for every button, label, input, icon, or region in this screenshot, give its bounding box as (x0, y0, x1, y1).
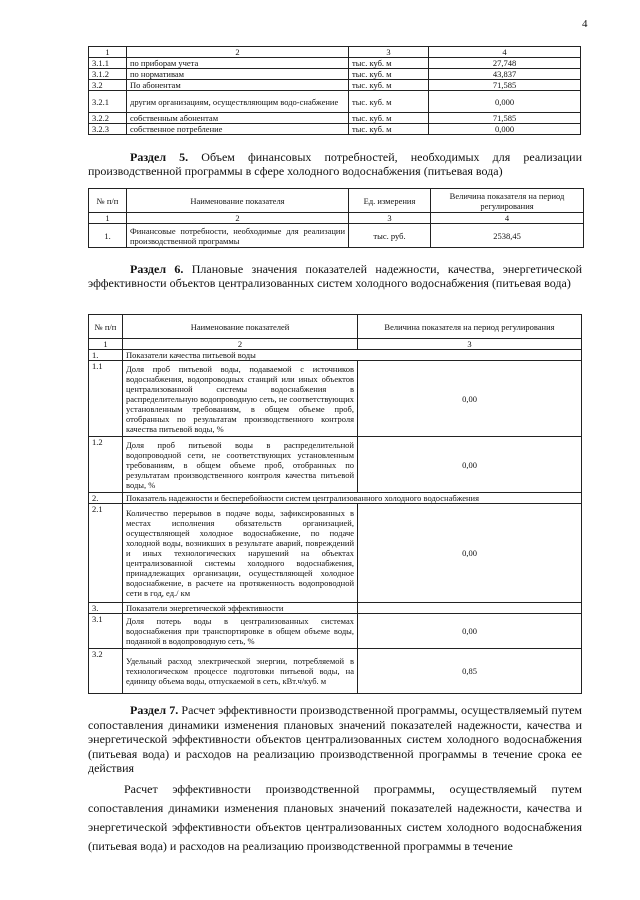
table-row (89, 80, 581, 91)
section-7-paragraph: Расчет эффективности производственной программы, осуществляемый путем сопоставления динамики изменения плановых значений показателей надежности, качества и энергетической эффективности объектов централизованных систем холодного водоснабжения (питьевая вода) и расходов на реализацию производственной программы в течение (88, 782, 582, 853)
row-value: 0,00 (358, 437, 582, 493)
row-number: 3.2.3 (89, 124, 127, 135)
header-cell: 2 (127, 47, 349, 58)
row-number: 3. (89, 603, 123, 614)
row-unit: тыс. куб. м (349, 91, 429, 113)
table-row (89, 614, 582, 649)
row-number: 1.1 (89, 361, 123, 437)
row-name: По абонентам (127, 80, 349, 91)
row-value: 0,000 (429, 91, 581, 113)
row-value: 27,748 (429, 58, 581, 69)
row-name: другим организациям, осуществляющим водо-снабжение (127, 91, 349, 113)
header-cell: № п/п (89, 189, 127, 213)
table-row (89, 58, 581, 69)
header-cell: 2 (123, 339, 358, 350)
row-value: 0,00 (358, 504, 582, 603)
row-number: 1. (89, 224, 127, 248)
header-cell: 2 (127, 213, 349, 224)
table-row (89, 504, 582, 603)
table-group-row (89, 493, 582, 504)
row-value: 2538,45 (431, 224, 584, 248)
section-6-title: Плановые значения показателей надежности, качества, энергетической эффективности объектов централизованных систем холодного водоснабжения (питьевая вода) (88, 262, 582, 290)
row-number: 3.2.1 (89, 91, 127, 113)
table-row (89, 361, 582, 437)
header-cell: № п/п (89, 315, 123, 339)
financial-needs-table (88, 188, 584, 248)
row-value: 0,00 (358, 361, 582, 437)
header-cell: 3 (349, 47, 429, 58)
header-cell: Наименование показателя (127, 189, 349, 213)
row-value: 71,585 (429, 80, 581, 91)
row-name: Количество перерывов в подаче воды, зафиксированных в местах исполнения обязательств организацией, осуществляющей холодное водоснабжение, по подаче холодной воды, возникших в результате аварий, повреждений и иных технологических нарушений на объектах централизованной системы холодного водоснабжения, принадлежащих организации, осуществляющей холодное водоснабжение, в расчете на протяженность водопроводной сети в год, ед./ км (123, 504, 358, 603)
table-row (89, 649, 582, 694)
empty-cell (358, 603, 582, 614)
table-row (89, 69, 581, 80)
section-5-title: Объем финансовых потребностей, необходимых для реализации производственной программы в сфере холодного водоснабжения (питьевая вода) (88, 150, 582, 178)
row-name: по приборам учета (127, 58, 349, 69)
table-row (89, 224, 584, 248)
row-value: 71,585 (429, 113, 581, 124)
row-name: собственное потребление (127, 124, 349, 135)
table-number-row (89, 213, 584, 224)
header-cell: Величина показателя на период регулирования (358, 315, 582, 339)
row-number: 1.2 (89, 437, 123, 493)
table-header-row (89, 47, 581, 58)
group-name: Показатели энергетической эффективности (123, 603, 358, 614)
row-name: Доля потерь воды в централизованных системах водоснабжения при транспортировке в общем объеме воды, поданной в водопроводную сеть, % (123, 614, 358, 649)
section-7-heading (88, 703, 582, 776)
row-number: 2. (89, 493, 123, 504)
row-unit: тыс. куб. м (349, 80, 429, 91)
header-cell: 4 (431, 213, 584, 224)
row-unit: тыс. руб. (349, 224, 431, 248)
row-number: 2.1 (89, 504, 123, 603)
table-group-row (89, 603, 582, 614)
header-cell: 3 (358, 339, 582, 350)
row-unit: тыс. куб. м (349, 69, 429, 80)
header-cell: 1 (89, 47, 127, 58)
group-name: Показатели качества питьевой воды (123, 350, 582, 361)
page-number: 4 (582, 18, 588, 30)
section-5-heading (88, 150, 582, 178)
row-number: 3.1.2 (89, 69, 127, 80)
section-6-heading (88, 262, 582, 290)
table-row (89, 124, 581, 135)
table-group-row (89, 350, 582, 361)
section-5-label: Раздел 5. (130, 150, 189, 164)
section-7-label: Раздел 7. (130, 703, 179, 717)
row-name: собственным абонентам (127, 113, 349, 124)
volume-table (88, 46, 581, 135)
table-row (89, 91, 581, 113)
row-value: 0,85 (358, 649, 582, 694)
table-header-row (89, 315, 582, 339)
group-name: Показатель надежности и бесперебойности систем централизованного холодного водоснабжения (123, 493, 582, 504)
header-cell: 1 (89, 213, 127, 224)
section-6-label: Раздел 6. (130, 262, 184, 276)
row-number: 3.1.1 (89, 58, 127, 69)
section-7-title: Расчет эффективности производственной программы, осуществляемый путем сопоставления динамики изменения плановых значений показателей надежности, качества и энергетической эффективности объектов централизованных систем холодного водоснабжения (питьевая вода) и расходов на реализацию производственной программы в течение срока ее действия (88, 703, 583, 775)
row-unit: тыс. куб. м (349, 58, 429, 69)
row-number: 3.2 (89, 80, 127, 91)
table-number-row (89, 339, 582, 350)
row-name: Удельный расход электрической энергии, потребляемой в технологическом процессе подготовки питьевой воды, на единицу объема воды, отпускаемой в сеть, кВт.ч/куб. м (123, 649, 358, 694)
row-name: Доля проб питьевой воды, подаваемой с источников водоснабжения, водопроводных станций или иных объектов централизованной системы водоснабжения в распределительную водопроводную сеть, не соответствующих установленным требованиям, в общем объеме проб, отобранных по результатам производственного контроля качества питьевой воды, % (123, 361, 358, 437)
header-cell: 4 (429, 47, 581, 58)
header-cell: Ед. измерения (349, 189, 431, 213)
table-row (89, 113, 581, 124)
row-unit: тыс. куб. м (349, 124, 429, 135)
row-value: 43,837 (429, 69, 581, 80)
row-name: Доля проб питьевой воды в распределительной водопроводной сети, не соответствующих установленным требованиям, в общем объеме проб, отобранных по результатам производственного контроля качества питьевой воды, % (123, 437, 358, 493)
row-value: 0,000 (429, 124, 581, 135)
header-cell: 3 (349, 213, 431, 224)
table-row (89, 437, 582, 493)
row-number: 3.1 (89, 614, 123, 649)
row-name: по нормативам (127, 69, 349, 80)
header-cell: Наименование показателей (123, 315, 358, 339)
header-cell: 1 (89, 339, 123, 350)
row-name: Финансовые потребности, необходимые для реализации производственной программы (127, 224, 349, 248)
row-unit: тыс. куб. м (349, 113, 429, 124)
row-value: 0,00 (358, 614, 582, 649)
indicators-table (88, 314, 582, 694)
row-number: 3.2 (89, 649, 123, 694)
row-number: 1. (89, 350, 123, 361)
table-header-row (89, 189, 584, 213)
row-number: 3.2.2 (89, 113, 127, 124)
header-cell: Величина показателя на период регулирования (431, 189, 584, 213)
